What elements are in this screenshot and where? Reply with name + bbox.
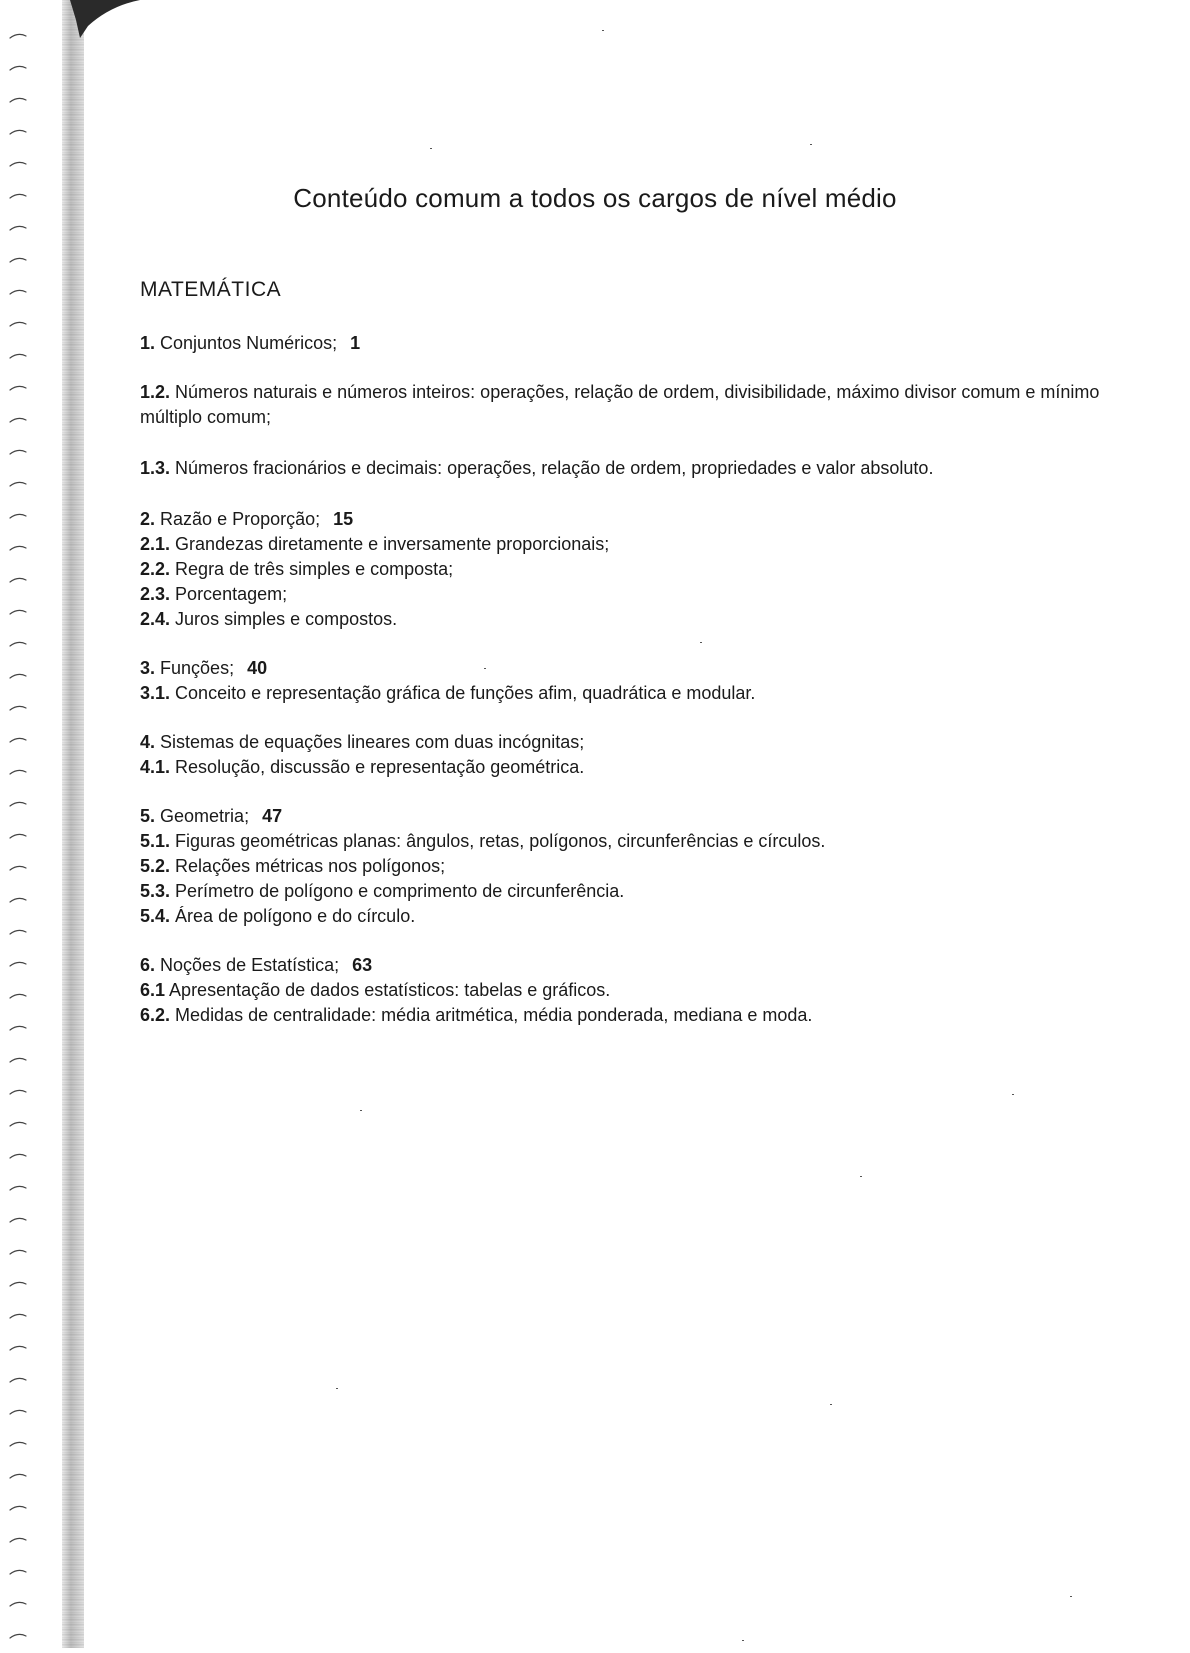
subtopic-line [140,755,1130,780]
page-corner-fold [70,0,150,40]
topic-group-2 [140,507,1130,632]
topic-number: 1. [140,333,156,353]
scan-speck [336,1388,338,1389]
scan-speck [860,1176,862,1177]
topic-line [140,953,1130,978]
subtopic-label: Juros simples e compostos. [175,609,398,629]
subtopic-label: Regra de três simples e composta; [175,559,454,579]
topic-list [140,331,1130,1052]
subtopic-label: Porcentagem; [175,584,288,604]
subtopic-number: 2.4. [140,609,171,629]
subtopic-line [140,607,1130,632]
topic-line [140,507,1130,532]
scan-speck [742,1640,744,1641]
topic-line [140,456,1130,481]
topic-line [140,804,1130,829]
subtopic-label: Conceito e representação gráfica de funções afim, quadrática e modular. [175,683,756,703]
topic-number: 1.3. [140,458,171,478]
topic-label: Funções; [160,658,235,678]
topic-number: 5. [140,806,156,826]
binding-edge [62,0,84,1648]
subtopic-line [140,1003,1130,1028]
subtopic-number: 2.2. [140,559,171,579]
topic-number: 2. [140,509,156,529]
page-title: Conteúdo comum a todos os cargos de nível médio [293,183,897,214]
subtopic-label: Resolução, discussão e representação geométrica. [175,757,585,777]
topic-label: Sistemas de equações lineares com duas incógnitas; [160,732,585,752]
subtopic-label: Figuras geométricas planas: ângulos, retas, polígonos, circunferências e círculos. [175,831,826,851]
scan-speck [484,668,486,669]
topic-label: Conjuntos Numéricos; [160,333,338,353]
topic-group-1-2 [140,380,1130,430]
topic-page-number: 63 [352,955,373,975]
subtopic-number: 5.1. [140,831,171,851]
topic-label: Números naturais e números inteiros: operações, relação de ordem, divisibilidade, máximo divisor comum e mínimo múltiplo comum; [140,382,1100,427]
subtopic-label: Medidas de centralidade: média aritmética, média ponderada, mediana e moda. [175,1005,813,1025]
topic-number: 6. [140,955,156,975]
topic-line [140,656,1130,681]
subtopic-line [140,854,1130,879]
subtopic-label: Perímetro de polígono e comprimento de circunferência. [175,881,625,901]
subtopic-label: Grandezas diretamente e inversamente proporcionais; [175,534,610,554]
scan-speck [830,1404,832,1405]
topic-label: Geometria; [160,806,250,826]
subtopic-line [140,582,1130,607]
subtopic-line [140,557,1130,582]
topic-number: 3. [140,658,156,678]
subtopic-number: 5.2. [140,856,171,876]
subtopic-line [140,681,1130,706]
topic-group-6 [140,953,1130,1028]
subtopic-number: 2.3. [140,584,171,604]
topic-group-1 [140,331,1130,356]
scan-speck [360,1110,362,1111]
topic-page-number: 40 [247,658,268,678]
subtopic-line [140,829,1130,854]
subtopic-number: 6.1 [140,980,166,1000]
scan-speck [430,148,432,149]
subtopic-line [140,532,1130,557]
topic-group-5 [140,804,1130,929]
subtopic-line [140,879,1130,904]
topic-group-4 [140,730,1130,780]
subtopic-label: Apresentação de dados estatísticos: tabelas e gráficos. [169,980,611,1000]
topic-page-number: 47 [262,806,283,826]
binding-holes [4,0,44,1648]
topic-line [140,331,1130,356]
subtopic-number: 3.1. [140,683,171,703]
topic-label: Noções de Estatística; [160,955,340,975]
topic-group-3 [140,656,1130,706]
subtopic-number: 6.2. [140,1005,171,1025]
subtopic-number: 5.4. [140,906,171,926]
topic-label: Números fracionários e decimais: operações, relação de ordem, propriedades e valor absoluto. [175,458,934,478]
topic-page-number: 15 [333,509,354,529]
topic-page-number: 1 [350,333,361,353]
topic-line [140,730,1130,755]
scan-speck [602,30,604,31]
scan-speck [700,642,702,643]
topic-label: Razão e Proporção; [160,509,321,529]
subtopic-number: 5.3. [140,881,171,901]
topic-number: 1.2. [140,382,171,402]
subtopic-line [140,904,1130,929]
subtopic-label: Relações métricas nos polígonos; [175,856,446,876]
scan-speck [1012,1094,1014,1095]
section-heading: MATEMÁTICA [140,278,282,301]
subtopic-number: 4.1. [140,757,171,777]
scan-speck [1070,1596,1072,1597]
subtopic-line [140,978,1130,1003]
topic-group-1-3 [140,456,1130,481]
topic-number: 4. [140,732,156,752]
scan-speck [810,144,812,145]
subtopic-number: 2.1. [140,534,171,554]
topic-line [140,380,1130,430]
subtopic-label: Área de polígono e do círculo. [175,906,416,926]
